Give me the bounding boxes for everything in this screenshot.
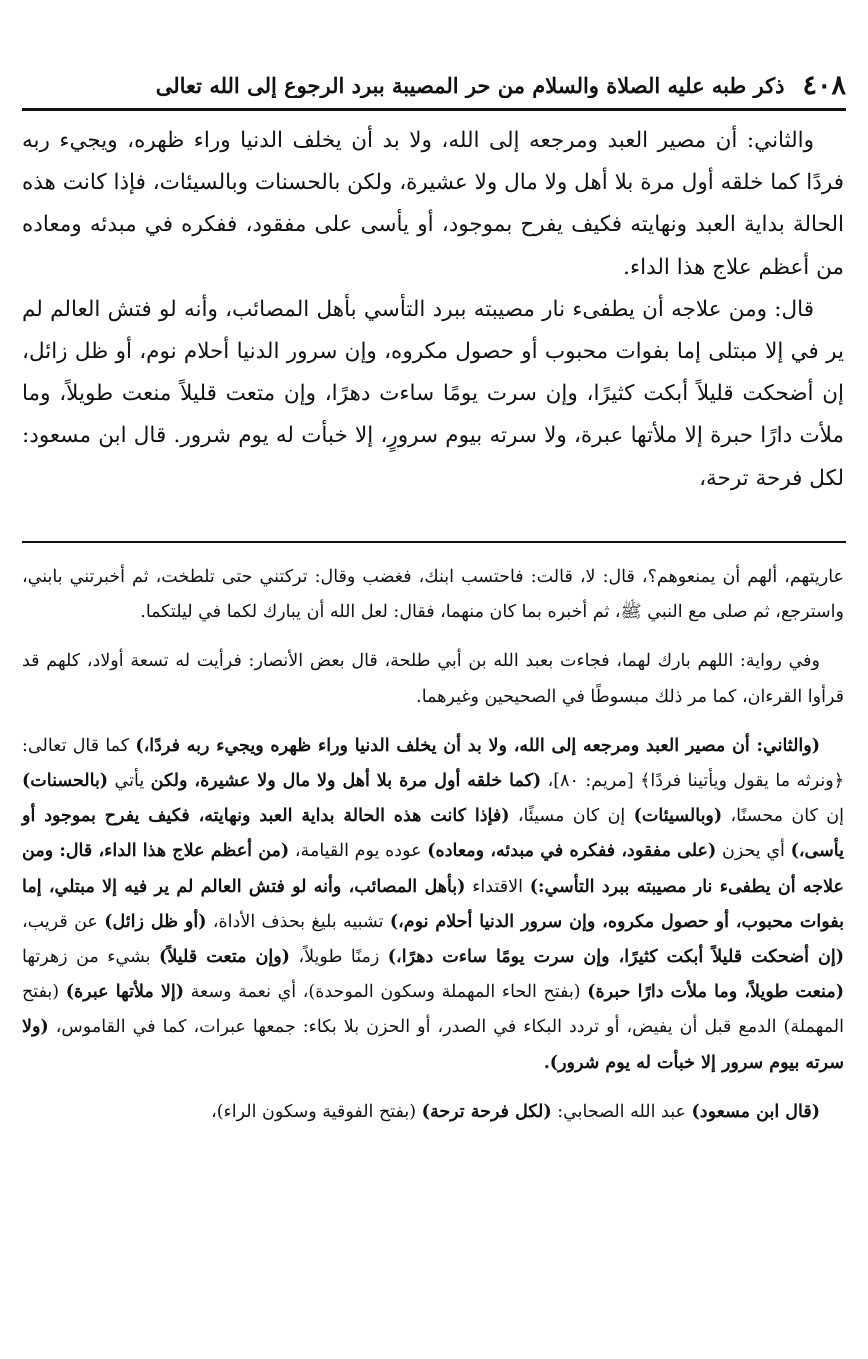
quoted-text-segment: (من أعظم علاج هذا الداء، قال: ومن علاجه أن يطفىء نار مصيبته ببرد التأسي:) [22, 841, 844, 897]
commentary-text-segment: عن قريب، [22, 911, 105, 932]
quoted-text-segment: (والثاني: أن مصير العبد ومرجعه إلى الله، ولا بد أن يخلف الدنيا وراء ظهره ويجيء ربه فردًا،) [135, 735, 821, 756]
main-paragraph-1: والثاني: أن مصير العبد ومرجعه إلى الله، ولا بد أن يخلف الدنيا وراء ظهره، ويجيء ربه فردًا كما خلقه أول مرة بلا أهل ولا مال ولا عشيرة، ولكن بالحسنات وبالسيئات، فإذا كانت هذه الحالة بداية العبد ونهايته فكيف يفرح بموجود، أو يأسى على مفقود، ففكره في مبدئه ومعاده من أعظم علاج هذا الداء. [22, 128, 844, 280]
commentary-text-segment: (بفتح المهملة) الدمع قبل أن يفيض، أو تردد البكاء في الصدر، أو الحزن بلا بكاء: جمعها عبرات، كما في القاموس، [22, 982, 844, 1038]
running-title: ذكر طبه عليه الصلاة والسلام من حر المصيبة ببرد الرجوع إلى الله تعالى [155, 72, 785, 98]
quoted-text-segment: (إلا ملأتها عبرة) [65, 982, 185, 1003]
commentary-paragraph-1: عاريتهم، ألهم أن يمنعوهم؟، قال: لا، قالت: فاحتسب ابنك، فغضب وقال: تركتني حتى تلطخت، ثم أخبرتني بابني، واسترجع، ثم صلى مع النبي ﷺ، ثم أخبره بما كان منهما، فقال: لعل الله أن يبارك لكما في ليلتكما. [22, 567, 844, 623]
quoted-text-segment: (كما خلقه أول مرة بلا أهل ولا مال ولا عشيرة، ولكن [150, 771, 542, 792]
quoted-text-segment: (قال ابن مسعود) [691, 1101, 820, 1122]
quoted-text-segment: (منعت طويلاً، وما ملأت دارًا حبرة) [587, 982, 844, 1003]
commentary [22, 560, 844, 1130]
main-paragraph-2: قال: ومن علاجه أن يطفىء نار مصيبته ببرد التأسي بأهل المصائب، وأنه لو فتش العالم لم ير في إلا مبتلى إما بفوات محبوب أو حصول مكروه، وإن سرور الدنيا أحلام نوم، أو ظل زائل، إن أضحكت قليلاً أبكت كثيرًا، وإن سرت يومًا ساءت دهرًا، وإن متعت قليلاً منعت طويلاً، وما ملأت دارًا حبرة إلا ملأتها عبرة، ولا سرته بيوم سرورٍ، إلا خبأت له يوم شرور. قال ابن مسعود: لكل فرحة ترحة، [22, 296, 844, 491]
commentary-text-segment: إن كان مسيئًا، [509, 806, 634, 827]
commentary-text-segment: أي يحزن [716, 841, 791, 862]
text-divider [22, 541, 846, 543]
page-number: ٤٠٨ [802, 69, 846, 101]
quoted-text-segment: (فإذا كانت هذه الحالة بداية العبد ونهايته، فكيف يفرح بموجود أو يأسى،) [22, 806, 844, 862]
main-text [22, 120, 844, 500]
commentary-text-segment: بشيء من زهرتها [22, 947, 160, 968]
quoted-text-segment: (بأهل المصائب، وأنه لو فتش العالم لم ير فيه إلا مبتلي، إما بفوات محبوب، أو حصول مكروه، وإن سرور الدنيا أحلام نوم،) [22, 876, 844, 932]
commentary-text-segment: (بفتح الحاء المهملة وسكون الموحدة)، أي نعمة وسعة [184, 982, 588, 1003]
commentary-text-segment: زمنًا طويلاً، [289, 947, 388, 968]
page-header [22, 62, 846, 111]
quoted-text-segment: (إن أضحكت قليلاً أبكت كثيرًا، وإن سرت يومًا ساءت دهرًا،) [387, 947, 844, 968]
commentary-paragraph-3 [22, 729, 844, 1081]
commentary-paragraph-2: وفي رواية: اللهم بارك لهما، فجاءت بعبد الله بن أبي طلحة، قال بعض الأنصار: فرأيت له تسعة أولاد، كلهم قد قرأوا القرءان، كما مر ذلك مبسوطًا في الصحيحين وغيرهما. [22, 651, 844, 707]
commentary-text-segment: كما قال تعالى: ﴿ونرثه ما يقول ويأتينا فردًا﴾ [مريم: ٨٠]، [22, 735, 844, 792]
quoted-text-segment: (بالحسنات) [22, 771, 109, 792]
quoted-text-segment: (أو ظل زائل) [104, 911, 207, 932]
commentary-text-segment: تشبيه بليغ بحذف الأداة، [206, 911, 390, 932]
commentary-text-segment: عوده يوم القيامة، [289, 841, 428, 862]
commentary-text-segment: الاقتداء [465, 876, 530, 897]
quoted-text-segment: (وبالسيئات) [633, 806, 723, 827]
commentary-text-segment: (بفتح الفوقية وسكون الراء)، [211, 1101, 422, 1122]
commentary-text-segment: إن كان محسنًا، [722, 806, 844, 827]
commentary-text-segment: يأتي [108, 771, 151, 792]
quoted-text-segment: (على مفقود، ففكره في مبدئه، ومعاده) [427, 841, 717, 862]
quoted-text-segment: (ولا سرته بيوم سرور إلا خبأت له يوم شرور). [22, 1017, 844, 1073]
quoted-text-segment: (وإن متعت قليلاً) [159, 947, 290, 968]
commentary-text-segment: عبد الله الصحابي: [551, 1101, 692, 1122]
commentary-paragraph-4 [22, 1095, 844, 1130]
quoted-text-segment: (لكل فرحة ترحة) [421, 1101, 552, 1122]
